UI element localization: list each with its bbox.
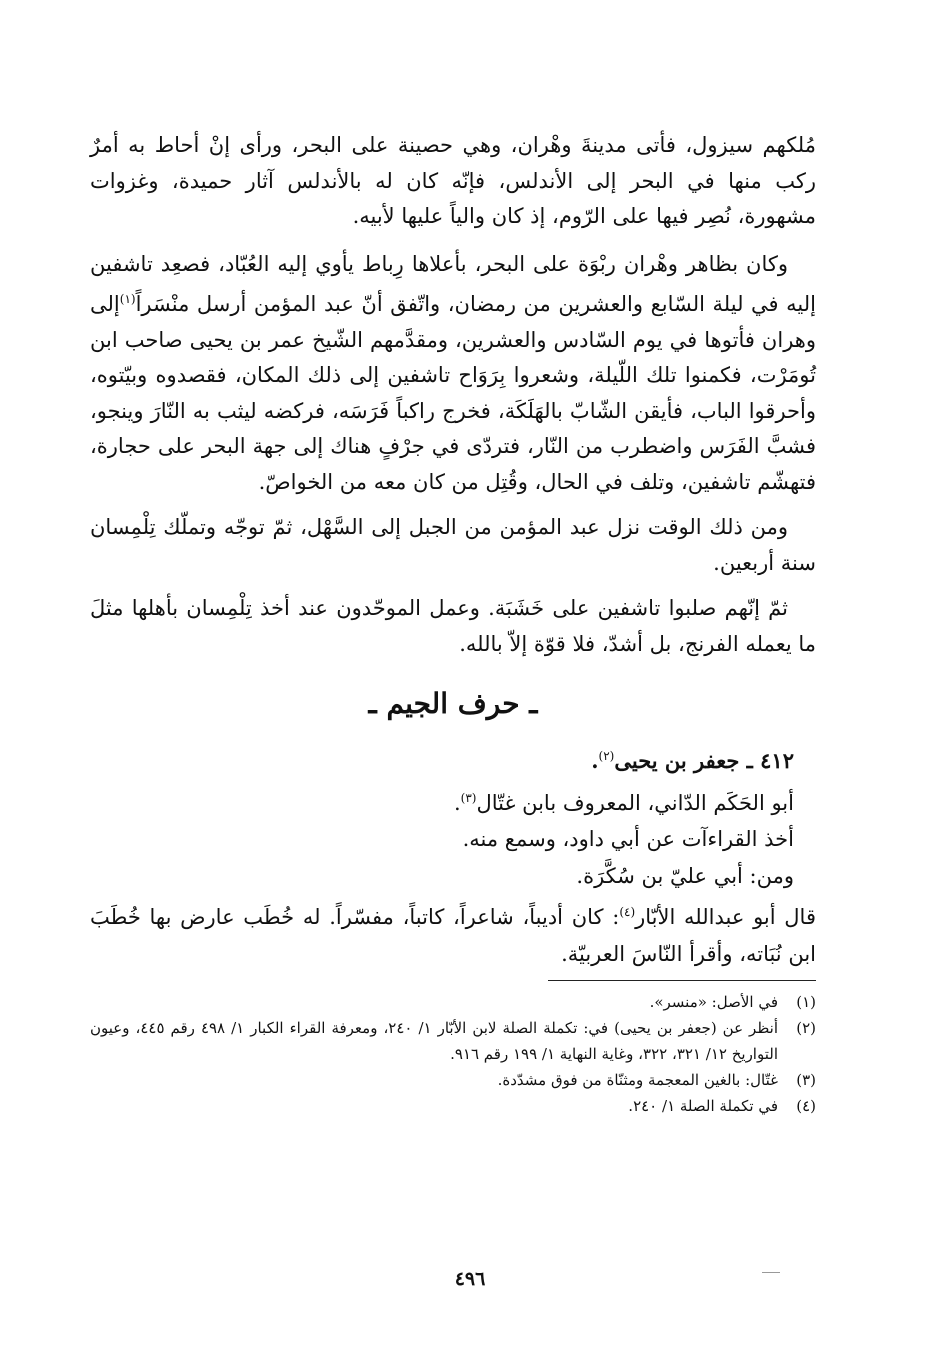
paragraph-text: إلى وهران فأتوها في يوم السّادس والعشرين، ومقدَّمهم الشّيخ عمر بن يحيى صاحب ابن تُومَرْت، فكمنوا تلك اللّيلة، وشعروا بِرَوَاح تاشفين إلى ذلك المكان، فقصدوه وبيّتوه، وأحرقوا الباب، فأيقن الشّابّ بالهَلَكَة، فخرج راكباً فَرَسَه، فركضه ليثب به النّارَ وينجو، فشبَّ الفَرَس واضطرب من النّار، فتردّى في جرْفٍ هناك إلى جهة البحر على حجارة، فتهشّم تاشفين، وتلف في الحال، وقُتِل من كان معه من الخواصّ. xyxy=(90,292,816,494)
scan-mark xyxy=(762,1272,780,1273)
entry-title-text: ٤١٢ ـ جعفر بن يحيى xyxy=(614,748,794,773)
footnote-reference: (٢) xyxy=(598,749,615,763)
paragraph-text: وكان بظاهر وهْران ربْوَة على البحر، بأعلاها رِباط يأوي إليه العُبّاد، فصعِد تاشفين إليه في ليلة السّابع والعشرين من رمضان، واتّفق أنّ عبد المؤمن أرسل منْسَراً xyxy=(90,251,816,316)
entry-line-end: . xyxy=(453,790,461,815)
body-paragraph xyxy=(90,128,816,235)
entry-line-text: قال أبو عبدالله الأبّار xyxy=(635,905,816,929)
footnote xyxy=(90,1067,816,1093)
footnote-text: في الأصل: «منسر». xyxy=(649,993,778,1011)
footnote-number: (٣) xyxy=(796,1071,816,1089)
footnote-number: (١) xyxy=(796,993,816,1011)
footnote-reference: (٤) xyxy=(619,905,636,919)
entry-line: ومن: أبي عليّ بن سُكَّرَة. xyxy=(576,863,794,888)
paragraph-text: ثمّ إنّهم صلبوا تاشفين على خَشَبَة. وعمل الموحّدون عند أخذ تِلْمِسان بأهلها مثلَ ما يعمله الفرنج، بل أشدّ، فلا قوّة إلاّ بالله. xyxy=(90,596,816,656)
entry-line: أخذ القراءآت عن أبي داود، وسمع منه. xyxy=(462,827,794,851)
body-paragraph xyxy=(90,591,816,662)
page-number: ٤٩٦ xyxy=(454,1268,486,1290)
entry-line xyxy=(90,894,816,972)
entry-title-end: . xyxy=(591,748,599,773)
body-paragraph xyxy=(90,510,816,581)
footnote-text: غتّال: بالغين المعجمة ومثنّاة من فوق مشدّدة. xyxy=(497,1071,778,1089)
footnote xyxy=(90,1093,816,1119)
entry-title xyxy=(90,738,816,780)
footnote-text: في تكملة الصلة ١/ ٢٤٠. xyxy=(628,1097,778,1115)
footnote xyxy=(90,1015,816,1067)
footnote-text: أنظر عن (جعفر بن يحيى) في: تكملة الصلة لابن الأبّار ١/ ٢٤٠، ومعرفة القراء الكبار ١/ ٤٩٨ رقم ٤٤٥، وعيون التواريخ ١٢/ ٣٢١، ٣٢٢، وغاية النهاية ١/ ١٩٩ رقم ٩١٦. xyxy=(90,1019,778,1063)
body-paragraph xyxy=(90,247,816,501)
section-heading: ـ حرف الجيم ـ xyxy=(368,687,538,720)
footnote-number: (٢) xyxy=(796,1019,816,1037)
entry-line xyxy=(90,780,816,822)
page-text-block xyxy=(90,128,816,1119)
footnote xyxy=(90,989,816,1015)
footnote-separator xyxy=(548,980,816,981)
entry-line-text: : كان أديباً، شاعراً، كاتباً، مفسّراً. له خُطَب عارض بها خُطَبَ ابن نُبَاته، وأقرأ النّاسَ العربيّة. xyxy=(90,905,816,966)
footnote-reference: (٣) xyxy=(460,790,477,805)
footnote-number: (٤) xyxy=(796,1097,816,1115)
paragraph-text: مُلكهم سيزول، فأتى مدينةَ وهْران، وهي حصينة على البحر، ورأى إنْ أحاط به أمرٌ ركب منها في البحر إلى الأندلس، فإنّه كان له بالأندلس آثار حميدة، وغزوات مشهورة، نُصِر فيها على الرّوم، إذ كان والياً عليها لأبيه. xyxy=(90,133,816,228)
footnote-reference: (١) xyxy=(119,292,136,306)
paragraph-text: ومن ذلك الوقت نزل عبد المؤمن من الجبل إلى السَّهْل، ثمّ توجّه وتملّك تِلْمِسان سنة أربعين. xyxy=(90,515,816,575)
entry-line-text: أبو الحَكَم الدّاني، المعروف بابن غتّال xyxy=(476,790,794,815)
